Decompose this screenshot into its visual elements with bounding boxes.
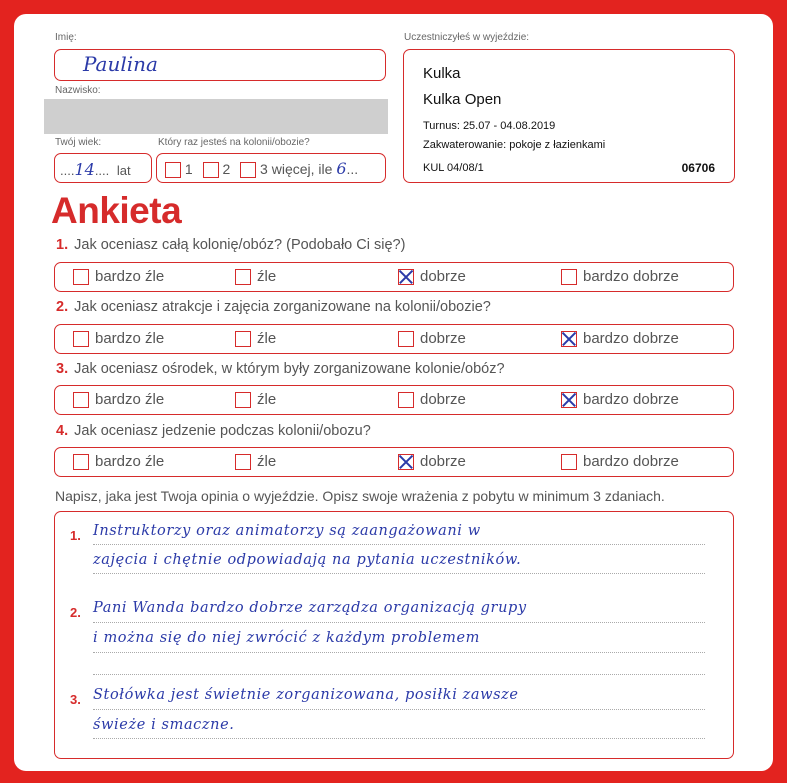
- opinion-box[interactable]: [54, 511, 734, 759]
- q1-option-very-bad[interactable]: bardzo źle: [73, 268, 164, 285]
- q2-option-very-bad[interactable]: bardzo źle: [73, 330, 164, 347]
- participant-label: Uczestniczyłeś w wyjeździe:: [404, 32, 530, 43]
- question-3-options: [54, 385, 734, 415]
- q4-option-bad[interactable]: źle: [235, 453, 276, 470]
- name-value: Paulina: [83, 52, 158, 76]
- q4-checkbox-very-good[interactable]: [561, 454, 577, 470]
- name-field[interactable]: [54, 49, 386, 81]
- q4-checkbox-very-bad[interactable]: [73, 454, 89, 470]
- answer-1-line-1: Instruktorzy oraz animatorzy są zaangażowani w: [93, 523, 481, 539]
- times-checkbox-2[interactable]: [203, 162, 219, 178]
- times-checkbox-3[interactable]: [240, 162, 256, 178]
- question-3: [56, 361, 505, 377]
- q3-option-very-good[interactable]: bardzo dobrze: [561, 391, 679, 408]
- trip-line-1: Kulka: [423, 65, 461, 82]
- q2-checkbox-very-bad[interactable]: [73, 331, 89, 347]
- answer-2-line-2: i można się do niej zwrócić z każdym problemem: [93, 630, 480, 646]
- trip-accommodation: Zakwaterowanie: pokoje z łazienkami: [423, 139, 606, 151]
- times-value: 6: [336, 159, 347, 178]
- opinion-prompt: Napisz, jaka jest Twoja opinia o wyjeździe. Opisz swoje wrażenia z pobytu w minimum 3 zdaniach.: [55, 488, 665, 504]
- name-label: Imię:: [55, 32, 77, 43]
- surname-redacted: [44, 99, 388, 134]
- question-4-text: Jak oceniasz jedzenie podczas kolonii/obozu?: [74, 423, 371, 439]
- question-1-text: Jak oceniasz całą kolonię/obóz? (Podobało Ci się?): [74, 237, 406, 253]
- q3-checkbox-very-good[interactable]: [561, 392, 577, 408]
- q2-option-good[interactable]: dobrze: [398, 330, 466, 347]
- answer-3-line-1: Stołówka jest świetnie zorganizowana, posiłki zawsze: [93, 687, 519, 703]
- question-4-number: 4.: [56, 423, 69, 439]
- q4-checkbox-good[interactable]: [398, 454, 414, 470]
- q4-option-very-good[interactable]: bardzo dobrze: [561, 453, 679, 470]
- q3-checkbox-bad[interactable]: [235, 392, 251, 408]
- question-2-options: [54, 324, 734, 354]
- q1-option-bad[interactable]: źle: [235, 268, 276, 285]
- age-unit: lat: [116, 163, 131, 178]
- answer-line: [93, 622, 705, 623]
- question-3-text: Jak oceniasz ośrodek, w którym były zorganizowane kolonie/obóz?: [74, 361, 505, 377]
- question-2: [56, 299, 491, 315]
- q2-checkbox-good[interactable]: [398, 331, 414, 347]
- times-checkbox-1[interactable]: [165, 162, 181, 178]
- age-label: Twój wiek:: [55, 137, 102, 148]
- times-option-3: 3 więcej, ile: [260, 161, 333, 177]
- age-field[interactable]: [54, 153, 152, 183]
- answer-line: [93, 674, 705, 675]
- times-option-2: 2: [222, 161, 231, 177]
- q1-checkbox-good[interactable]: [398, 269, 414, 285]
- q4-checkbox-bad[interactable]: [235, 454, 251, 470]
- trip-turnus: Turnus: 25.07 - 04.08.2019: [423, 120, 556, 132]
- question-1: [56, 237, 405, 253]
- q2-option-very-good[interactable]: bardzo dobrze: [561, 330, 679, 347]
- question-4-options: [54, 447, 734, 477]
- q3-option-very-bad[interactable]: bardzo źle: [73, 391, 164, 408]
- question-3-number: 3.: [56, 361, 69, 377]
- surname-label: Nazwisko:: [55, 85, 101, 96]
- q1-option-good[interactable]: dobrze: [398, 268, 466, 285]
- q3-option-good[interactable]: dobrze: [398, 391, 466, 408]
- answer-line: [93, 709, 705, 710]
- trip-code: KUL 04/08/1: [423, 162, 484, 174]
- answer-2-number: 2.: [70, 605, 81, 620]
- age-dots-right: ....: [94, 163, 110, 178]
- q3-checkbox-good[interactable]: [398, 392, 414, 408]
- question-2-number: 2.: [56, 299, 69, 315]
- times-label: Który raz jesteś na kolonii/obozie?: [158, 137, 310, 148]
- q2-checkbox-bad[interactable]: [235, 331, 251, 347]
- q2-checkbox-very-good[interactable]: [561, 331, 577, 347]
- q4-option-good[interactable]: dobrze: [398, 453, 466, 470]
- q1-option-very-good[interactable]: bardzo dobrze: [561, 268, 679, 285]
- answer-1-line-2: zajęcia i chętnie odpowiadają na pytania uczestników.: [93, 552, 522, 568]
- answer-line: [93, 652, 705, 653]
- answer-3-line-2: świeże i smaczne.: [93, 717, 235, 733]
- question-2-text: Jak oceniasz atrakcje i zajęcia zorganizowane na kolonii/obozie?: [74, 299, 491, 315]
- answer-line: [93, 738, 705, 739]
- answer-3-number: 3.: [70, 692, 81, 707]
- trip-line-2: Kulka Open: [423, 91, 502, 108]
- question-4: [56, 423, 371, 439]
- q3-option-bad[interactable]: źle: [235, 391, 276, 408]
- answer-2-line-1: Pani Wanda bardzo dobrze zarządza organizacją grupy: [93, 600, 527, 616]
- survey-sheet: [14, 14, 773, 771]
- answer-line: [93, 573, 705, 574]
- times-dots: ...: [346, 161, 359, 177]
- q2-option-bad[interactable]: źle: [235, 330, 276, 347]
- trip-info-box: [403, 49, 735, 183]
- age-dots-left: ....: [60, 163, 75, 178]
- question-1-options: [54, 262, 734, 292]
- survey-title: Ankieta: [51, 190, 182, 231]
- q1-checkbox-bad[interactable]: [235, 269, 251, 285]
- q1-checkbox-very-good[interactable]: [561, 269, 577, 285]
- age-value: 14: [74, 160, 95, 179]
- trip-number: 06706: [681, 161, 715, 175]
- q4-option-very-bad[interactable]: bardzo źle: [73, 453, 164, 470]
- times-option-1: 1: [184, 161, 193, 177]
- times-field: [156, 153, 386, 183]
- q3-checkbox-very-bad[interactable]: [73, 392, 89, 408]
- answer-line: [93, 544, 705, 545]
- q1-checkbox-very-bad[interactable]: [73, 269, 89, 285]
- question-1-number: 1.: [56, 237, 69, 253]
- answer-1-number: 1.: [70, 528, 81, 543]
